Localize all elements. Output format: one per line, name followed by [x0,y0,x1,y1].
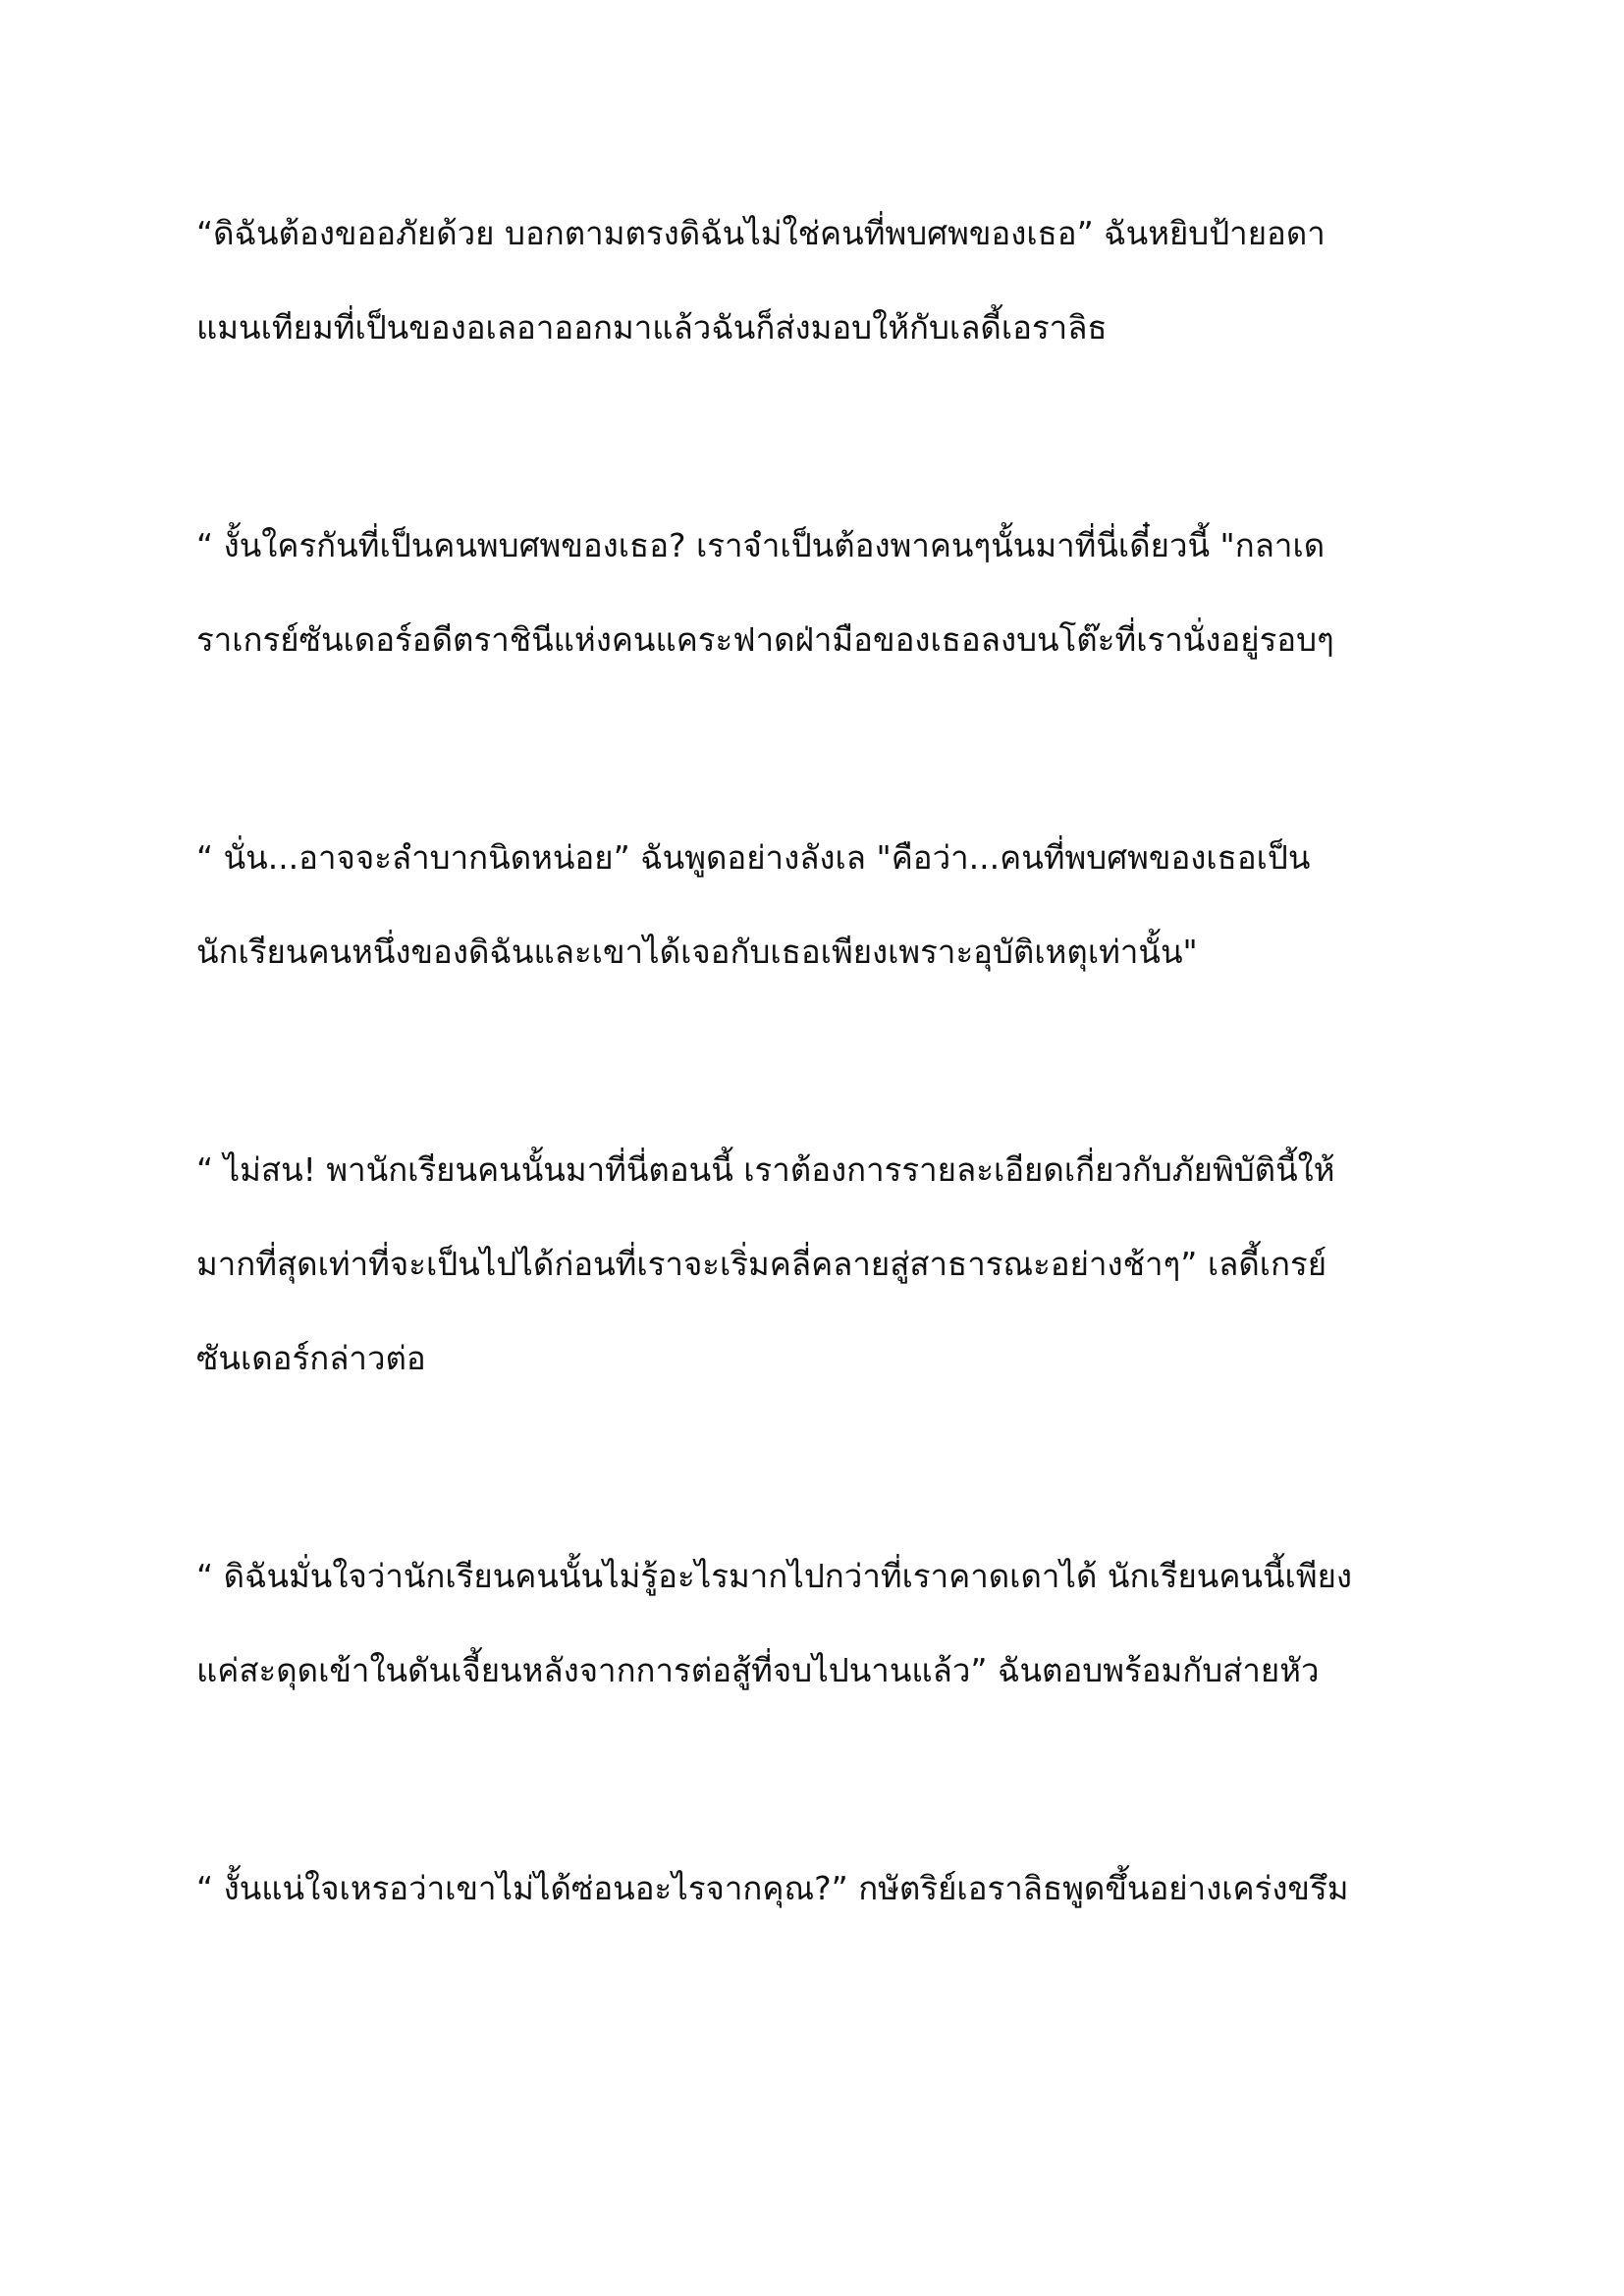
paragraph: “ งั้นแน่ใจเหรอว่าเขาไม่ได้ซ่อนอะไรจากคุณ?” กษัตริย์เอราลิธพูดขึ้นอย่างเคร่งขรึม [196,1869,1349,1907]
paragraph: “ ไม่สน! พานักเรียนคนนั้นมาที่นี่ตอนนี้ เราต้องการรายละเอียดเกี่ยวกับภัยพิบัตินี้ให้ มากที่สุดเท่าที่จะเป็นไปได้ก่อนที่เราจะเริ่มคลี่คลายสู่สาธารณะอย่างช้าๆ” เลดี้เกรย์ ซันเดอร์กล่าวต่อ [196,1150,1335,1377]
paragraph: “ดิฉันต้องขออภัยด้วย บอกตามตรงดิฉันไม่ใช่คนที่พบศพของเธอ” ฉันหยิบป้ายอดา แมนเทียมที่เป็นของอเลอาออกมาแล้วฉันก็ส่งมอบให้กับเลดี้เอราลิธ [196,214,1326,347]
paragraph: “ ดิฉันมั่นใจว่านักเรียนคนนั้นไม่รู้อะไรมากไปกว่าที่เราคาดเดาได้ นักเรียนคนนี้เพียง แค่สะดุดเข้าในดันเจี้ยนหลังจากการต่อสู้ที่จบไปนานแล้ว” ฉันตอบพร้อมกับส่ายหัว [196,1557,1353,1689]
paragraph: “ งั้นใครกันที่เป็นคนพบศพของเธอ? เราจำเป็นต้องพาคนๆนั้นมาที่นี่เดี๋ยวนี้ "กลาเด ราเกรย์ซันเดอร์อดีตราชินีแห่งคนแคระฟาดฝ่ามือของเธอลงบนโต๊ะที่เรานั่งอยู่รอบๆ [196,526,1334,659]
paragraph: “ นั่น...อาจจะลำบากนิดหน่อย” ฉันพูดอย่างลังเล "คือว่า...คนที่พบศพของเธอเป็น นักเรียนคนหนึ่งของดิฉันและเขาได้เจอกับเธอเพียงเพราะอุบัติเหตุเท่านั้น" [196,838,1311,971]
